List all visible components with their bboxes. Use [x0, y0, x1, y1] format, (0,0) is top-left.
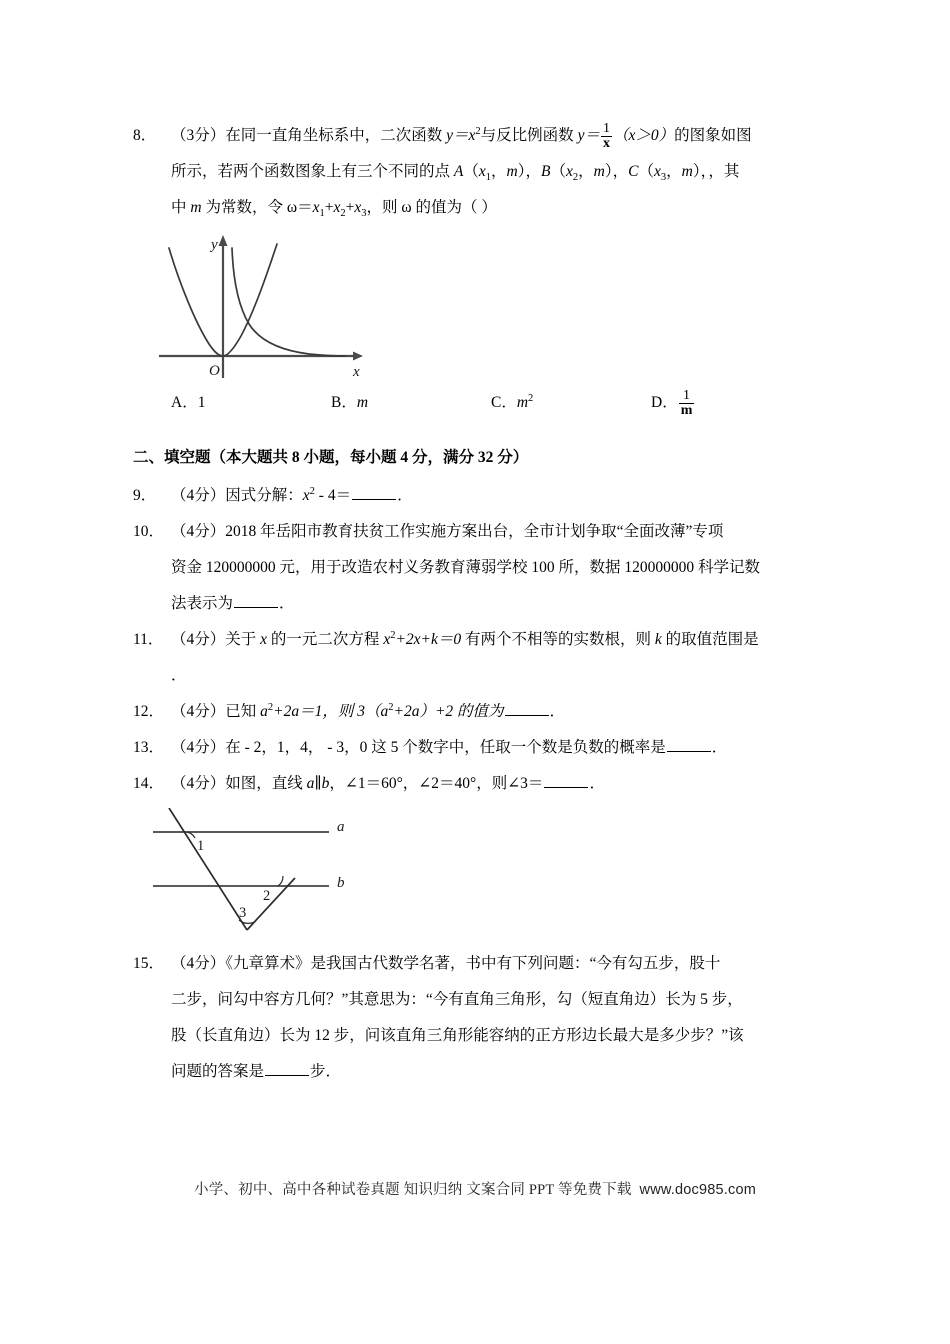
- question-14-period: ．: [589, 775, 605, 792]
- question-13-answer-blank[interactable]: [667, 736, 711, 752]
- q12-p3: +2a）+2 的值为: [393, 703, 504, 720]
- question-8-fn2: y＝: [577, 127, 600, 144]
- q8-l2-bx: x: [565, 163, 573, 180]
- angle-1-label: 1: [197, 838, 205, 854]
- question-10-answer-blank[interactable]: [234, 592, 278, 608]
- y-axis-arrow: [219, 235, 228, 246]
- choice-c[interactable]: [491, 386, 533, 420]
- q8-l2-close2: ），: [604, 163, 629, 180]
- question-15-line-4-text: 问题的答案是: [171, 1063, 265, 1080]
- question-15-body: [171, 946, 823, 1090]
- q14-line-a: a: [306, 775, 315, 792]
- question-8-text-a: 在同一直角坐标系中，二次函数: [225, 127, 447, 144]
- y-axis-label: y: [211, 237, 218, 253]
- question-11-points: （4分）: [171, 631, 226, 648]
- q8-l2-p1: 所示，若两个函数图象上有三个不同的点: [171, 163, 454, 180]
- transversal-line: [169, 808, 247, 930]
- choice-a[interactable]: [171, 386, 205, 420]
- footer-url[interactable]: www.doc985.com: [639, 1182, 756, 1198]
- choice-b-value: m: [356, 394, 369, 411]
- q8-l2-close3: ），: [692, 163, 709, 180]
- question-8-text-c: 的图象如图: [674, 127, 752, 144]
- question-10-line-3: [171, 586, 823, 622]
- q8-l2-close1: ），: [517, 163, 541, 180]
- q8-l3-p2: 为常数，令: [201, 199, 287, 216]
- footer-text: 小学、初中、高中各种试卷真题 知识归纳 文案合同 PPT 等免费下载: [194, 1182, 632, 1198]
- question-14-number: 14．: [133, 775, 165, 792]
- q11-eq-x: x: [383, 631, 391, 648]
- q8-l2-tail: ，其: [708, 163, 740, 180]
- question-13-number: 13．: [133, 739, 165, 756]
- choice-b[interactable]: [331, 386, 368, 420]
- question-14-answer-blank[interactable]: [544, 772, 588, 788]
- q8-l2-ax: x: [478, 163, 486, 180]
- question-8-text-b: 与反比例函数: [480, 127, 578, 144]
- q8-l2-bm: m: [593, 163, 605, 180]
- q8-l3-x3-sub: 3: [361, 208, 367, 220]
- question-8-figure: [157, 230, 823, 382]
- choice-d-fraction: [679, 389, 695, 419]
- q12-p1: 已知: [225, 703, 261, 720]
- point-c-label: C: [628, 163, 639, 180]
- q8-l2-open2: （: [550, 163, 566, 180]
- q8-l2-comma2: ，: [578, 163, 594, 180]
- question-8-line-2: [171, 154, 823, 190]
- q8-l3-x1: x: [312, 199, 320, 216]
- q8-l2-ax-sub: 1: [485, 172, 492, 184]
- question-13: [133, 730, 823, 766]
- question-10-line-1: 2018 年岳阳市教育扶贫工作实施方案出台，全市计划争取“全面改薄”专项: [225, 523, 724, 540]
- question-8-condition: （x＞0）: [612, 127, 675, 144]
- question-12: [133, 694, 823, 730]
- q8-l3-x2: x: [333, 199, 341, 216]
- choice-d-numerator: 1: [683, 388, 691, 403]
- question-10: [133, 514, 823, 622]
- question-10-period: ．: [279, 595, 295, 612]
- omega-symbol-2: ω: [401, 199, 412, 216]
- question-13-body: [171, 730, 823, 766]
- q8-l3-eq: ＝: [297, 199, 313, 216]
- q14-p2: ，∠1＝60°，∠2＝40°，则∠3＝: [329, 775, 544, 792]
- parallel-symbol: ∥: [314, 775, 322, 792]
- q14-line-b: b: [321, 775, 330, 792]
- question-15-line-2: 二步，问勾中容方几何？”其意思为：“今有直角三角形，勾（短直角边）长为 5 步，: [171, 991, 743, 1008]
- q11-p2: 的一元二次方程: [267, 631, 384, 648]
- choice-c-exponent: 2: [528, 392, 534, 404]
- q8-l2-comma1: ，: [491, 163, 507, 180]
- question-9-points: （4分）: [171, 487, 226, 504]
- question-11: [133, 622, 823, 694]
- question-8-choices: [133, 386, 823, 426]
- page-footer: [0, 1178, 950, 1199]
- q11-k: k: [654, 631, 662, 648]
- question-15-answer-blank[interactable]: [265, 1060, 309, 1076]
- choice-c-value: m: [516, 394, 529, 411]
- question-10-line-3-text: 法表示为: [171, 595, 234, 612]
- question-9: [133, 478, 823, 514]
- q11-p1: 关于: [225, 631, 261, 648]
- question-10-number: 10．: [133, 523, 165, 540]
- choice-b-label: B．: [331, 394, 357, 411]
- question-13-period: ．: [711, 739, 728, 756]
- x-axis-arrow: [353, 352, 363, 361]
- question-10-points: （4分）: [171, 523, 226, 540]
- fraction-numerator: 1: [602, 121, 610, 136]
- question-11-line-2: ．: [171, 667, 187, 684]
- q8-l2-open3: （: [638, 163, 654, 180]
- q8-l3-p3: ，则: [366, 199, 402, 216]
- q8-l3-x3: x: [354, 199, 362, 216]
- question-12-body: [171, 694, 823, 730]
- question-14-body: [171, 766, 823, 802]
- question-8-line-3: [171, 190, 823, 226]
- question-15-line-4-tail: 步．: [310, 1063, 342, 1080]
- parabola-hyperbola-graph: [157, 230, 367, 382]
- question-10-line-2: 资金 120000000 元，用于改造农村义务教育薄弱学校 100 所，数据 120000000 科学记数: [171, 559, 761, 576]
- question-9-period: ．: [397, 487, 413, 504]
- page-content: [133, 118, 823, 1090]
- question-8-fraction: [601, 122, 612, 152]
- question-15-line-3: 股（长直角边）长为 12 步，问该直角三角形能容纳的正方形边长最大是多少步？”该: [171, 1027, 744, 1044]
- q13-p1: 在 - 2，1，4， - 3，0 这 5 个数字中，任取一个数是负数的概率是: [225, 739, 666, 756]
- choice-d-label: D．: [651, 394, 678, 411]
- question-15-line-4: [171, 1054, 823, 1090]
- question-12-answer-blank[interactable]: [505, 700, 549, 716]
- hyperbola-curve: [232, 248, 345, 356]
- angle-2-label: 2: [263, 888, 271, 904]
- question-10-body: [171, 514, 823, 622]
- question-11-number: 11．: [133, 631, 164, 648]
- q8-l2-open1: （: [463, 163, 479, 180]
- q8-l3-p1: 中: [171, 199, 191, 216]
- angle-2-arc: [278, 876, 283, 886]
- q8-l3-m: m: [190, 199, 202, 216]
- q8-l2-cm: m: [681, 163, 693, 180]
- question-12-period: ．: [549, 703, 566, 720]
- q8-l3-plus2: +: [345, 199, 355, 216]
- q11-p3: 有两个不相等的实数根，则: [461, 631, 655, 648]
- question-8-fn1-exponent: 2: [475, 125, 481, 137]
- q12-a: a: [260, 703, 268, 720]
- question-15-points: （4分）: [171, 955, 226, 972]
- question-9-body: [171, 478, 823, 514]
- question-9-text-2: - 4＝: [314, 487, 352, 504]
- fraction-denominator: x: [602, 136, 610, 152]
- q8-l3-x2-sub: 2: [340, 208, 346, 220]
- q8-l2-cx-sub: 3: [660, 172, 667, 184]
- q12-p2: +2a＝1，则 3（a: [273, 703, 389, 720]
- question-8-fn1: y＝x: [446, 127, 476, 144]
- choice-a-label: A．: [171, 394, 198, 411]
- q8-l3-plus1: +: [324, 199, 334, 216]
- q12-exponent-2: 2: [388, 701, 394, 713]
- question-8-body: [171, 118, 823, 226]
- question-9-number: 9．: [133, 487, 157, 504]
- parallel-lines-angles-diagram: [151, 808, 361, 938]
- question-8-points: （3分）: [171, 127, 226, 144]
- question-11-body: [171, 622, 823, 694]
- question-14-points: （4分）: [171, 775, 226, 792]
- question-15-line-1: 《九章算术》是我国古代数学名著，书中有下列问题：“今有勾五步，股十: [225, 955, 721, 972]
- choice-d-denominator: m: [680, 403, 693, 419]
- choice-a-value: 1: [197, 394, 206, 411]
- q11-eq-exponent: 2: [390, 629, 396, 641]
- question-14-figure: [151, 808, 823, 938]
- point-b-label: B: [541, 163, 551, 180]
- q11-eq-rest: +2x+k＝0: [395, 631, 462, 648]
- q8-l2-am: m: [506, 163, 518, 180]
- q8-l2-comma3: ，: [666, 163, 682, 180]
- q8-l2-bx-sub: 2: [572, 172, 579, 184]
- point-a-label: A: [453, 163, 464, 180]
- question-12-number: 12．: [133, 703, 165, 720]
- line-a-label: a: [337, 819, 345, 835]
- omega-symbol: ω: [286, 199, 298, 216]
- question-15: [133, 946, 823, 1090]
- question-12-points: （4分）: [171, 703, 226, 720]
- line-b-label: b: [337, 875, 345, 891]
- question-8-number: 8．: [133, 127, 157, 144]
- section-2-heading: 二、填空题（本大题共 8 小题，每小题 4 分，满分 32 分）: [133, 449, 529, 466]
- question-14: [133, 766, 823, 802]
- question-9-exponent: 2: [309, 485, 315, 497]
- question-9-text: 因式分解：: [225, 487, 303, 504]
- question-9-x: x: [302, 487, 310, 504]
- q14-p1: 如图，直线: [225, 775, 307, 792]
- q12-exponent: 2: [267, 701, 274, 713]
- angle-3-label: 3: [239, 905, 247, 921]
- q11-x: x: [260, 631, 268, 648]
- q8-l3-p4: 的值为（ ）: [411, 199, 497, 216]
- question-15-number: 15．: [133, 955, 165, 972]
- q11-p4: 的取值范围是: [661, 631, 759, 648]
- question-9-answer-blank[interactable]: [352, 484, 396, 500]
- choice-d[interactable]: [651, 386, 695, 420]
- x-axis-label: x: [353, 364, 360, 380]
- origin-label: O: [209, 363, 220, 379]
- q8-l3-x1-sub: 1: [319, 208, 325, 220]
- question-8: [133, 118, 823, 226]
- question-13-points: （4分）: [171, 739, 226, 756]
- choice-c-label: C．: [491, 394, 517, 411]
- q8-l2-cx: x: [653, 163, 661, 180]
